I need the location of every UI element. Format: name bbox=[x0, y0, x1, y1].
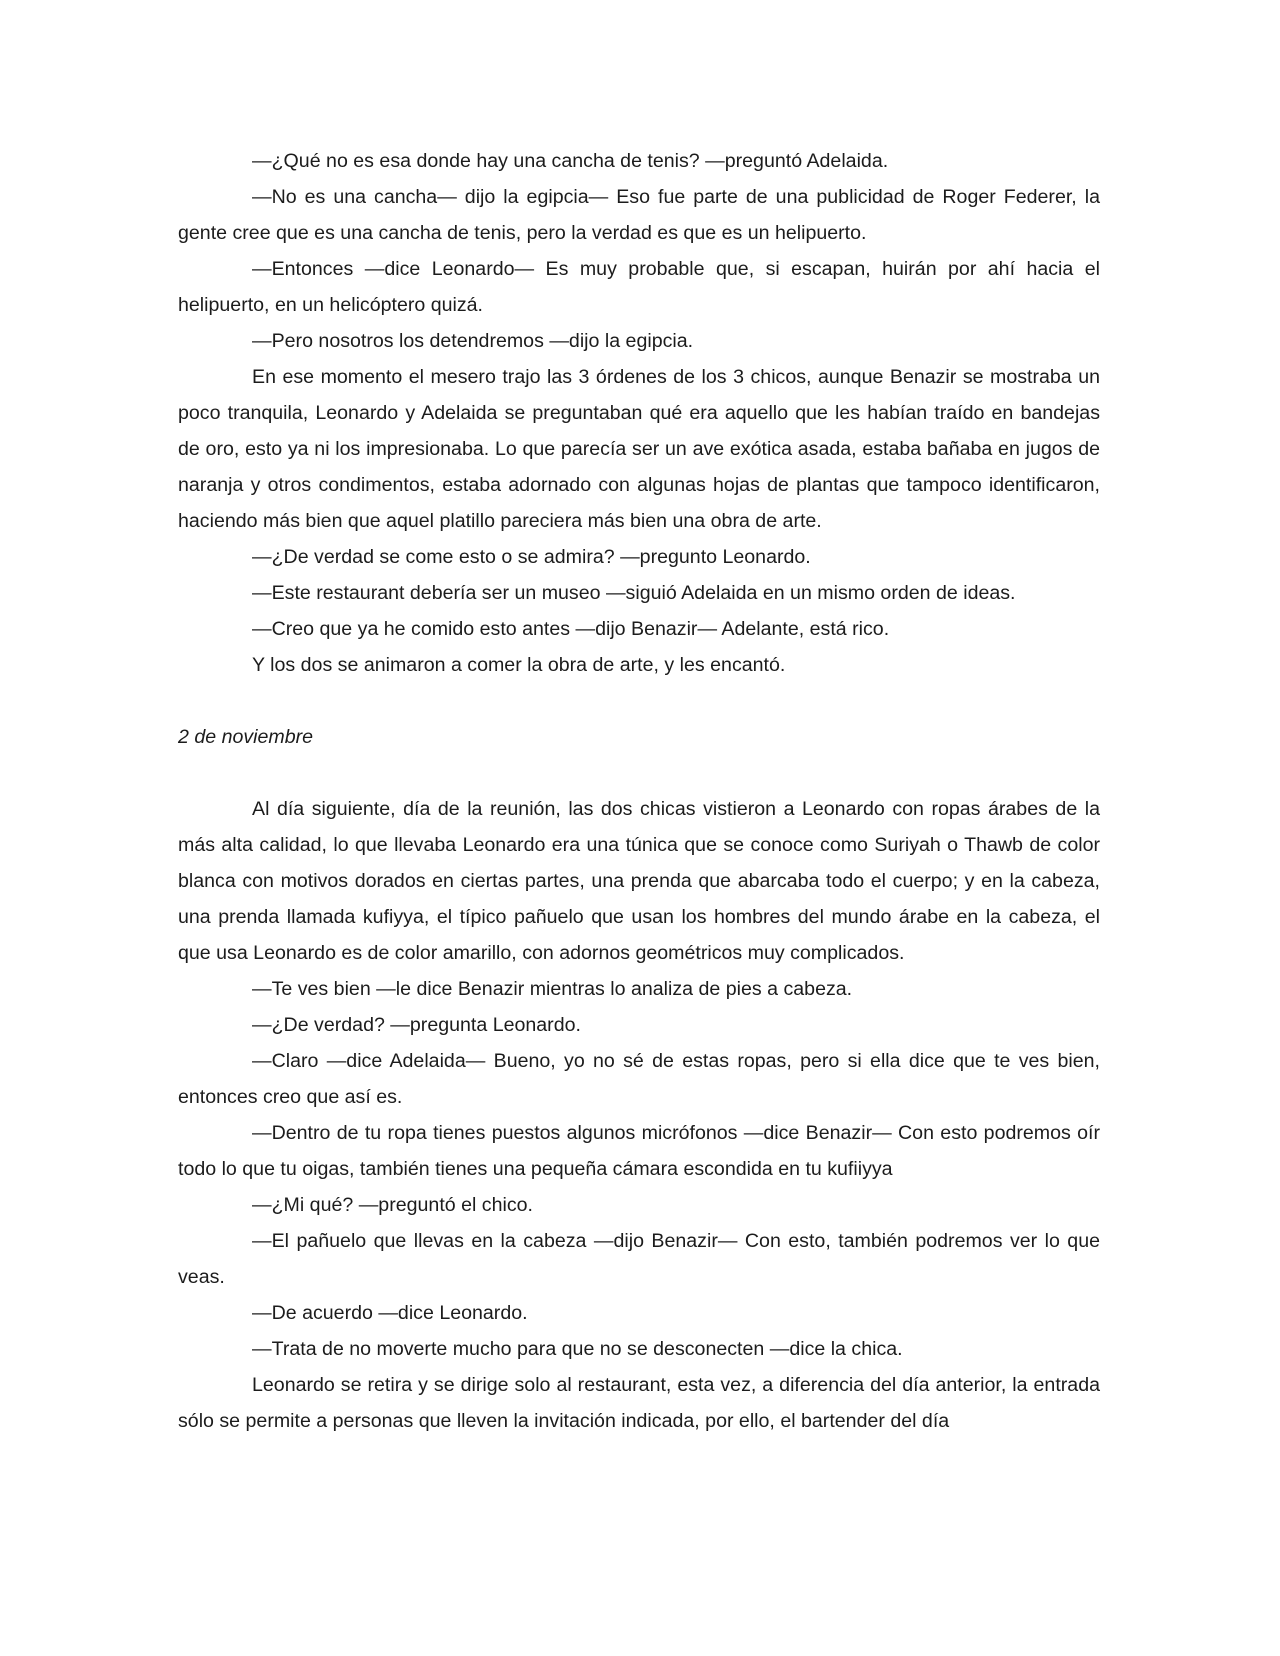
dialogue-paragraph: —¿Qué no es esa donde hay una cancha de tenis? —preguntó Adelaida. bbox=[252, 150, 889, 172]
dialogue-paragraph: —Te ves bien —le dice Benazir mientras lo analiza de pies a cabeza. bbox=[252, 978, 853, 1000]
dialogue-paragraph: —El pañuelo que llevas en la cabeza —dijo Benazir— Con esto, también podremos ver lo que veas. bbox=[178, 1230, 1100, 1288]
section-heading-date: 2 de noviembre bbox=[178, 726, 314, 748]
dialogue-paragraph: —Claro —dice Adelaida— Bueno, yo no sé de estas ropas, pero si ella dice que te ves bien, entonces creo que así es. bbox=[178, 1050, 1100, 1108]
narrative-paragraph: Leonardo se retira y se dirige solo al restaurant, esta vez, a diferencia del día anterior, la entrada sólo se permite a personas que lleven la invitación indicada, por ello, el bartender del día bbox=[178, 1374, 1100, 1432]
narrative-paragraph: Al día siguiente, día de la reunión, las dos chicas vistieron a Leonardo con ropas árabes de la más alta calidad, lo que llevaba Leonardo era una túnica que se conoce como Suriyah o Thawb de color blanca con motivos dorados en ciertas partes, una prenda que abarcaba todo el cuerpo; y en la cabeza, una prenda llamada kufiyya, el típico pañuelo que usan los hombres del mundo árabe en la cabeza, el que usa Leonardo es de color amarillo, con adornos geométricos muy complicados. bbox=[178, 798, 1100, 964]
document-page bbox=[178, 143, 1100, 1439]
dialogue-paragraph: —Pero nosotros los detendremos —dijo la egipcia. bbox=[252, 330, 694, 352]
dialogue-paragraph: —¿De verdad? —pregunta Leonardo. bbox=[252, 1014, 581, 1036]
dialogue-paragraph: —Trata de no moverte mucho para que no se desconecten —dice la chica. bbox=[252, 1338, 903, 1360]
dialogue-paragraph: —¿De verdad se come esto o se admira? —pregunto Leonardo. bbox=[252, 546, 811, 568]
dialogue-paragraph: —Este restaurant debería ser un museo —siguió Adelaida en un mismo orden de ideas. bbox=[252, 582, 1016, 604]
dialogue-paragraph: —¿Mi qué? —preguntó el chico. bbox=[252, 1194, 533, 1216]
dialogue-paragraph: —Creo que ya he comido esto antes —dijo Benazir— Adelante, está rico. bbox=[252, 618, 890, 640]
dialogue-paragraph: —Dentro de tu ropa tienes puestos algunos micrófonos —dice Benazir— Con esto podremos oír todo lo que tu oigas, también tienes una pequeña cámara escondida en tu kufiiyya bbox=[178, 1122, 1100, 1180]
narrative-paragraph: Y los dos se animaron a comer la obra de arte, y les encantó. bbox=[252, 654, 786, 676]
dialogue-paragraph: —No es una cancha— dijo la egipcia— Eso fue parte de una publicidad de Roger Federer, la gente cree que es una cancha de tenis, pero la verdad es que es un helipuerto. bbox=[178, 186, 1100, 244]
dialogue-paragraph: —De acuerdo —dice Leonardo. bbox=[252, 1302, 528, 1324]
dialogue-paragraph: —Entonces —dice Leonardo— Es muy probable que, si escapan, huirán por ahí hacia el helipuerto, en un helicóptero quizá. bbox=[178, 258, 1100, 316]
narrative-paragraph: En ese momento el mesero trajo las 3 órdenes de los 3 chicos, aunque Benazir se mostraba un poco tranquila, Leonardo y Adelaida se preguntaban qué era aquello que les habían traído en bandejas de oro, esto ya ni los impresionaba. Lo que parecía ser un ave exótica asada, estaba bañaba en jugos de naranja y otros condimentos, estaba adornado con algunas hojas de plantas que tampoco identificaron, haciendo más bien que aquel platillo pareciera más bien una obra de arte. bbox=[178, 366, 1100, 532]
